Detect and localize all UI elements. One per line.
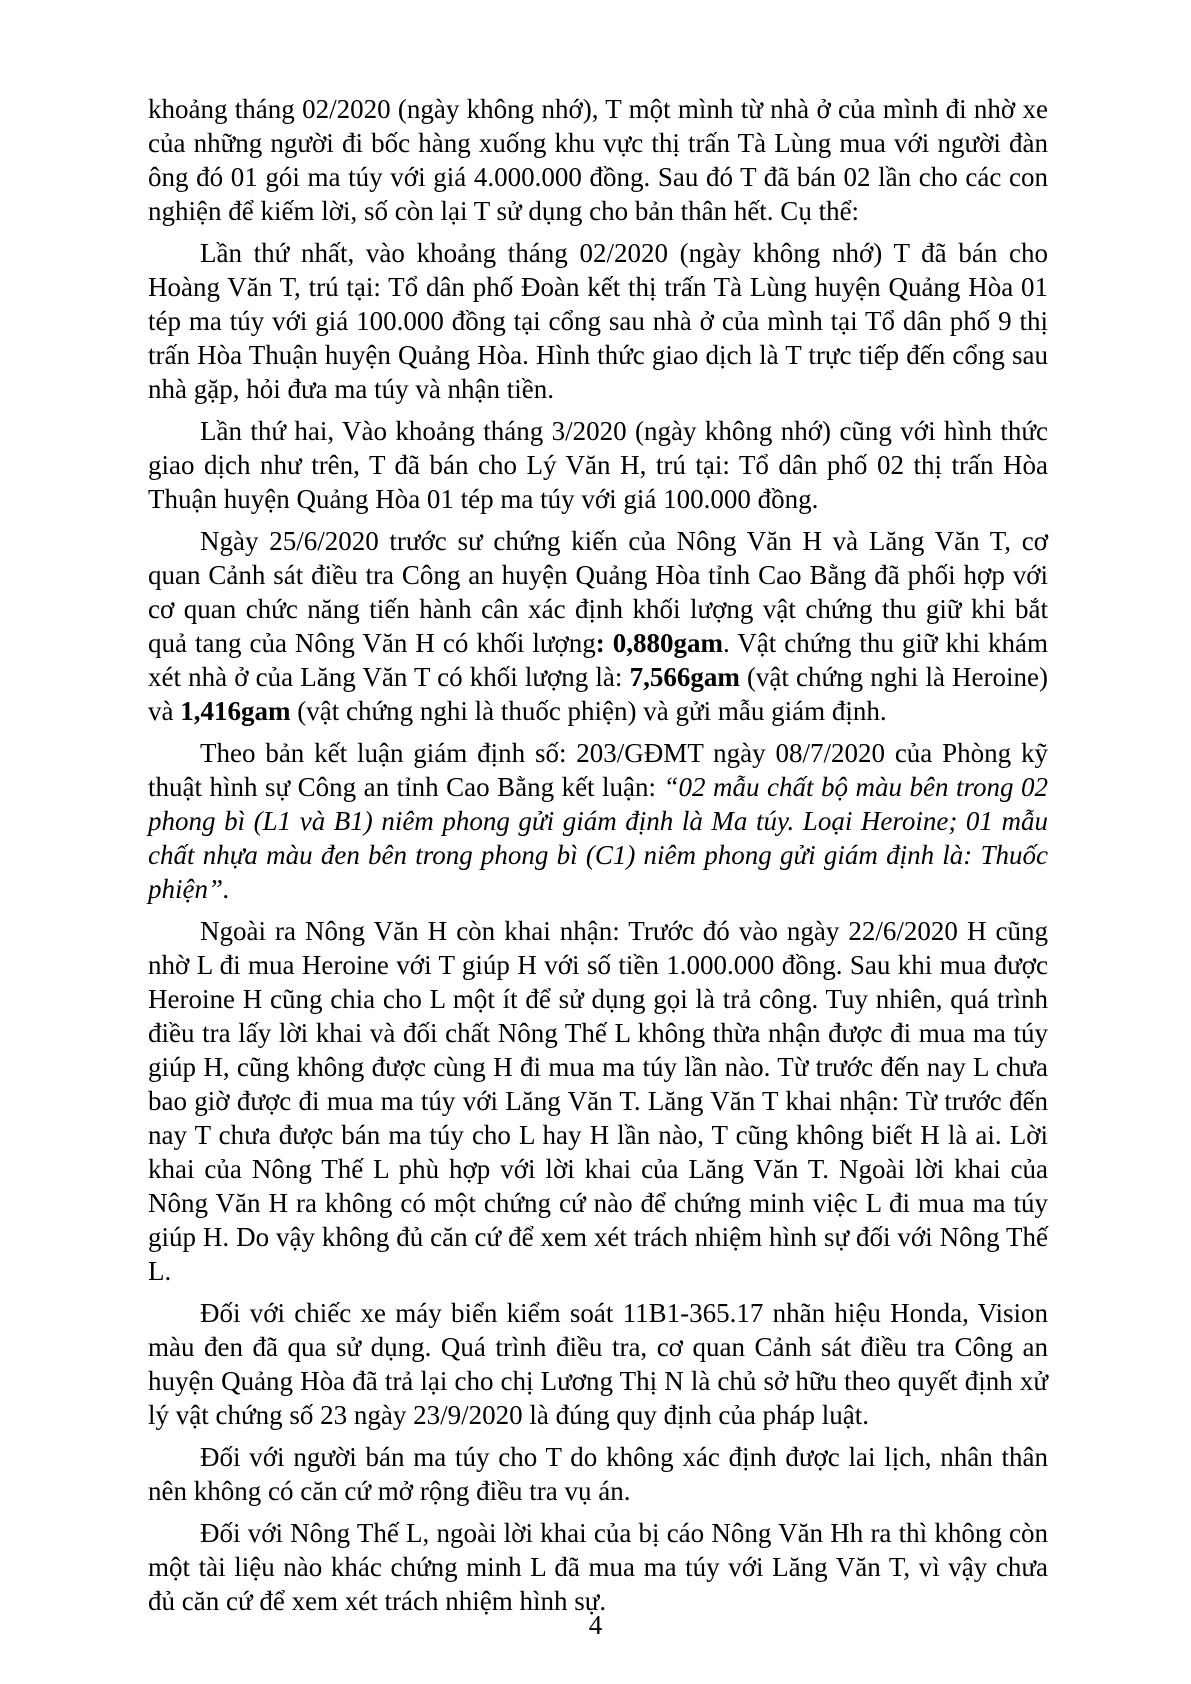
paragraph: [148, 914, 1048, 1288]
paragraph: [148, 1296, 1048, 1432]
text-run: 7,566gam: [629, 662, 740, 692]
text-run: . Vật chứng thu giữ khi khám xét nhà ở của Lăng Văn T có khối lượng là:: [148, 628, 1048, 692]
paragraph: [148, 1440, 1048, 1508]
text-run: Đối với chiếc xe máy biển kiểm soát 11B1-365.17 nhãn hiệu Honda, Vision màu đen đã qua sử dụng. Quá trình điều tra, cơ quan Cảnh sát điều tra Công an huyện Quảng Hòa đã trả lại cho chị Lương Thị N là chủ sở hữu theo quyết định xử lý vật chứng số 23 ngày 23/9/2020 là đúng quy định của pháp luật.: [148, 1298, 1048, 1430]
text-run: Đối với Nông Thế L, ngoài lời khai của bị cáo Nông Văn Hh ra thì không còn một tài liệu nào khác chứng minh L đã mua ma túy với Lăng Văn T, vì vậy chưa đủ căn cứ để xem xét trách nhiệm hình sự.: [148, 1518, 1048, 1616]
text-run: 1,416gam: [180, 696, 291, 726]
text-run: “02 mẫu chất bộ màu bên trong 02 phong bì (L1 và B1) niêm phong gửi giám định là Ma túy. Loại Heroine; 01 mẫu chất nhựa màu đen bên trong phong bì (C1) niêm phong gửi giám định là: Thuốc phiện”.: [148, 772, 1048, 904]
paragraph: [148, 236, 1048, 406]
paragraph: [148, 736, 1048, 906]
paragraph: [148, 1516, 1048, 1618]
page-number: 4: [588, 1610, 603, 1640]
paragraph: [148, 92, 1048, 228]
text-run: (vật chứng nghi là Heroine) và: [148, 662, 1049, 726]
text-run: Lần thứ nhất, vào khoảng tháng 02/2020 (ngày không nhớ) T đã bán cho Hoàng Văn T, trú tại: Tổ dân phố Đoàn kết thị trấn Tà Lùng huyện Quảng Hòa 01 tép ma túy với giá 100.000 đồng tại cổng sau nhà ở của mình tại Tổ dân phố 9 thị trấn Hòa Thuận huyện Quảng Hòa. Hình thức giao dịch là T trực tiếp đến cổng sau nhà gặp, hỏi đưa ma túy và nhận tiền.: [148, 238, 1048, 404]
text-run: Lần thứ hai, Vào khoảng tháng 3/2020 (ngày không nhớ) cũng với hình thức giao dịch như trên, T đã bán cho Lý Văn H, trú tại: Tổ dân phố 02 thị trấn Hòa Thuận huyện Quảng Hòa 01 tép ma túy với giá 100.000 đồng.: [148, 416, 1048, 514]
document-body: [148, 92, 1048, 1618]
text-run: Đối với người bán ma túy cho T do không xác định được lai lịch, nhân thân nên không có căn cứ mở rộng điều tra vụ án.: [148, 1442, 1048, 1506]
text-run: (vật chứng nghi là thuốc phiện) và gửi mẫu giám định.: [290, 696, 887, 726]
paragraph: [148, 524, 1048, 728]
text-run: : 0,880gam: [595, 628, 724, 658]
text-run: Ngày 25/6/2020 trước sư chứng kiến của Nông Văn H và Lăng Văn T, cơ quan Cảnh sát điều tra Công an huyện Quảng Hòa tỉnh Cao Bằng đã phối hợp với cơ quan chức năng tiến hành cân xác định khối lượng vật chứng thu giữ khi bắt quả tang của Nông Văn H có khối lượng: [148, 526, 1048, 658]
text-run: Ngoài ra Nông Văn H còn khai nhận: Trước đó vào ngày 22/6/2020 H cũng nhờ L đi mua Heroine với T giúp H với số tiền 1.000.000 đồng. Sau khi mua được Heroine H cũng chia cho L một ít để sử dụng gọi là trả công. Tuy nhiên, quá trình điều tra lấy lời khai và đối chất Nông Thế L không thừa nhận được đi mua ma túy giúp H, cũng không được cùng H đi mua ma túy lần nào. Từ trước đến nay L chưa bao giờ được đi mua ma túy với Lăng Văn T. Lăng Văn T khai nhận: Từ trước đến nay T chưa được bán ma túy cho L hay H lần nào, T cũng không biết H là ai. Lời khai của Nông Thế L phù hợp với lời khai của Lăng Văn T. Ngoài lời khai của Nông Văn H ra không có một chứng cứ nào để chứng minh việc L đi mua ma túy giúp H. Do vậy không đủ căn cứ để xem xét trách nhiệm hình sự đối với Nông Thế L.: [148, 916, 1048, 1286]
text-run: khoảng tháng 02/2020 (ngày không nhớ), T một mình từ nhà ở của mình đi nhờ xe của những người đi bốc hàng xuống khu vực thị trấn Tà Lùng mua với người đàn ông đó 01 gói ma túy với giá 4.000.000 đồng. Sau đó T đã bán 02 lần cho các con nghiện để kiếm lời, số còn lại T sử dụng cho bản thân hết. Cụ thể:: [148, 94, 1048, 226]
paragraph: [148, 414, 1048, 516]
text-run: Theo bản kết luận giám định số: 203/GĐMT ngày 08/7/2020 của Phòng kỹ thuật hình sự Công an tỉnh Cao Bằng kết luận:: [148, 738, 1048, 802]
